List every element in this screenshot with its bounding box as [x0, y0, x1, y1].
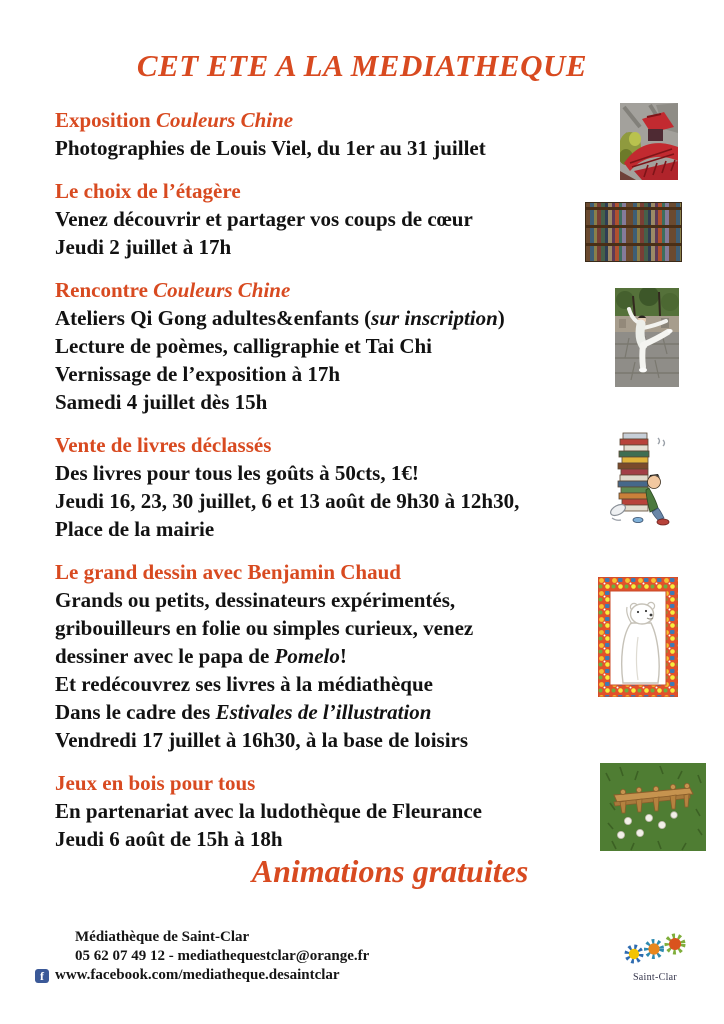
book-stack-cartoon — [608, 430, 673, 530]
text-segment: Et redécouvrez ses livres à la médiathèque — [55, 672, 433, 696]
text-segment: Venez découvrir et partager vos coups de cœur — [55, 207, 473, 231]
event-section — [55, 106, 620, 162]
section-line — [55, 670, 620, 698]
saint-clar-logo — [612, 933, 698, 983]
section-line — [55, 388, 620, 416]
section-line — [55, 360, 620, 388]
saint-clar-logo-label: Saint-Clar — [632, 972, 678, 983]
text-segment: Jeudi 6 août de 15h à 18h — [55, 827, 283, 851]
footer — [35, 928, 369, 985]
event-section — [55, 558, 620, 754]
text-segment: Photographies de Louis Viel, du 1er au 31 juillet — [55, 136, 486, 160]
text-segment: Exposition — [55, 108, 156, 132]
text-segment: Samedi 4 juillet dès 15h — [55, 390, 268, 414]
text-segment: Des livres pour tous les goûts à 50cts, 1€! — [55, 461, 419, 485]
section-heading — [55, 276, 620, 304]
section-line — [55, 205, 620, 233]
event-section — [55, 177, 620, 261]
text-segment: Couleurs Chine — [155, 108, 294, 132]
section-line — [55, 233, 620, 261]
section-line — [55, 487, 620, 515]
section-line — [55, 459, 620, 487]
text-segment: ! — [339, 644, 347, 668]
section-line — [55, 332, 620, 360]
section-line — [55, 726, 620, 754]
footer-facebook-row — [35, 966, 369, 985]
text-segment: Vernissage de l’exposition à 17h — [55, 362, 341, 386]
section-line — [55, 134, 620, 162]
text-segment: Lecture de poèmes, calligraphie et Tai Chi — [55, 334, 433, 358]
pomelo-bear-illustration — [598, 577, 678, 697]
closing-note: Animations gratuites — [251, 853, 529, 889]
section-line — [55, 586, 620, 614]
text-segment: Le choix de l’étagère — [55, 179, 241, 203]
taichi-photo — [615, 288, 679, 387]
text-segment: Vendredi 17 juillet à 16h30, à la base de loisirs — [55, 728, 469, 752]
text-segment: En partenariat avec la ludothèque de Fleurance — [55, 799, 482, 823]
text-segment: Couleurs Chine — [153, 278, 291, 302]
text-segment: Pomelo — [274, 644, 340, 668]
text-segment: Le grand dessin avec Benjamin Chaud — [55, 560, 401, 584]
saint-clar-suns-icon — [612, 933, 698, 967]
section-line — [55, 825, 620, 853]
bookshelf-photo — [585, 202, 682, 262]
text-segment: dessiner avec le papa de — [55, 644, 275, 668]
section-heading — [55, 431, 620, 459]
section-heading — [55, 769, 620, 797]
event-section — [55, 769, 620, 853]
text-segment: Jeudi 2 juillet à 17h — [55, 235, 232, 259]
footer-facebook-url[interactable]: www.facebook.com/mediatheque.desaintclar — [55, 967, 340, 983]
wooden-games-photo — [600, 763, 706, 851]
text-segment: Dans le cadre des — [55, 700, 216, 724]
section-line — [55, 797, 620, 825]
text-segment: Vente de livres déclassés — [55, 433, 272, 457]
section-line — [55, 304, 620, 332]
section-heading — [55, 106, 620, 134]
text-segment: sur inscription — [371, 306, 498, 330]
section-line — [55, 698, 620, 726]
text-segment: Ateliers Qi Gong adultes&enfants ( — [55, 306, 372, 330]
section-line — [55, 642, 620, 670]
footer-org: Médiathèque de Saint-Clar — [75, 929, 250, 945]
section-line — [55, 614, 620, 642]
text-segment: Place de la mairie — [55, 517, 215, 541]
text-segment: Jeux en bois pour tous — [55, 771, 256, 795]
facebook-icon: f — [35, 969, 49, 983]
section-line — [55, 515, 620, 543]
text-segment: Grands ou petits, dessinateurs expérimentés, — [55, 588, 456, 612]
event-section — [55, 276, 620, 416]
chinese-temple-photo — [620, 103, 678, 180]
footer-contact: 05 62 07 49 12 - mediathequestclar@orange.fr — [75, 948, 370, 964]
event-section — [55, 431, 620, 543]
sections — [55, 106, 620, 868]
page-title: CET ETE A LA MEDIATHEQUE — [136, 48, 588, 83]
text-segment: ) — [497, 306, 505, 330]
section-heading — [55, 177, 620, 205]
text-segment: Jeudi 16, 23, 30 juillet, 6 et 13 août de 9h30 à 12h30, — [55, 489, 520, 513]
text-segment: gribouilleurs en folie ou simples curieux, venez — [55, 616, 474, 640]
text-segment: Rencontre — [55, 278, 154, 302]
section-heading — [55, 558, 620, 586]
text-segment: Estivales de l’illustration — [215, 700, 432, 724]
